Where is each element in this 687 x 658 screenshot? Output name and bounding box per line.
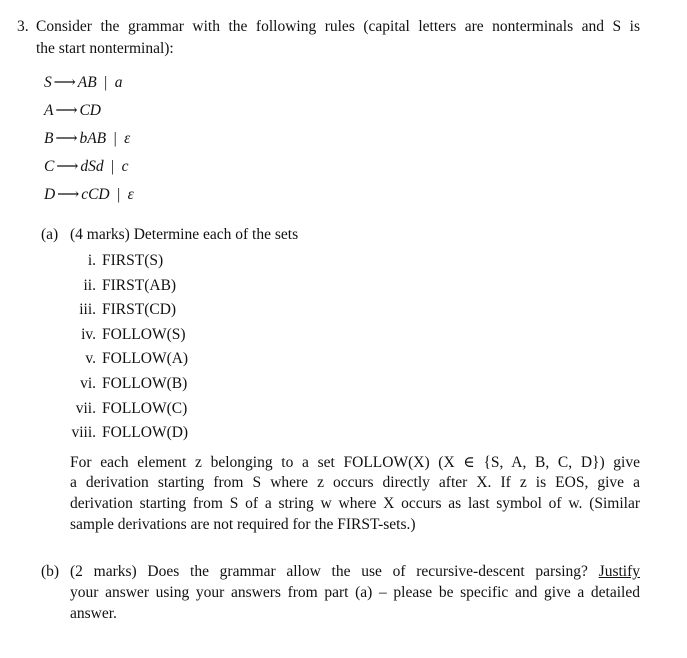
rule-lhs: S (44, 74, 52, 91)
rule-lhs: B (44, 130, 54, 147)
question-intro-line2: the start nonterminal): (36, 40, 174, 57)
part-a-item (40, 400, 187, 418)
grammar-rule (44, 185, 134, 204)
part-b-line1-text: (2 marks) Does the grammar allow the use of recursive-descent parsing? (70, 563, 588, 580)
rule-alternative: a (114, 74, 123, 91)
part-a-item (40, 424, 188, 442)
part-a-item (40, 252, 163, 270)
item-text: FOLLOW(D) (102, 424, 189, 442)
item-text: FOLLOW(A) (102, 350, 189, 368)
question-number: 3. (17, 18, 29, 35)
derives-arrow: ⟶ (53, 74, 76, 91)
rule-alternative: ε (127, 186, 134, 203)
item-number: viii. (71, 424, 96, 442)
justify-underlined-word: Justify (598, 563, 640, 580)
part-a-item (40, 350, 188, 368)
derives-arrow: ⟶ (55, 102, 78, 119)
item-text: FOLLOW(C) (102, 399, 188, 417)
item-number: v. (85, 350, 96, 368)
part-b-label: (b) (41, 563, 60, 580)
grammar-rule (44, 129, 130, 148)
item-number: vii. (75, 399, 96, 417)
part-b-line3: answer. (70, 605, 117, 622)
part-a-item (40, 375, 187, 393)
part-a-item (40, 301, 176, 319)
note-line: derivation starting from S of a string w where X occurs as last symbol of w. (Similar (70, 495, 640, 512)
rule-lhs: C (44, 158, 55, 175)
item-number: iv. (81, 325, 96, 343)
part-a-item (40, 277, 176, 295)
note-line: a derivation starting from S where z occurs directly after X. If z is EOS, give a (70, 474, 640, 491)
rule-alternative: AB (77, 74, 97, 91)
rule-alternative: c (121, 158, 129, 175)
note-line: For each element z belonging to a set FOLLOW(X) (X ∈ {S, A, B, C, D}) give (70, 454, 640, 471)
rule-lhs: A (44, 102, 54, 119)
derives-arrow: ⟶ (57, 186, 80, 203)
item-text: FIRST(AB) (102, 276, 177, 294)
part-b-line2: your answer using your answers from part (a) – please be specific and give a detailed (70, 584, 640, 601)
rule-alternative: ε (124, 130, 131, 147)
grammar-rule (44, 101, 101, 120)
item-number: vi. (80, 375, 96, 392)
item-text: FIRST(CD) (102, 301, 177, 319)
rule-lhs: D (44, 186, 56, 203)
derives-arrow: ⟶ (56, 158, 79, 175)
item-number: i. (87, 252, 96, 269)
question-intro-line1: Consider the grammar with the following rules (capital letters are nonterminals and S is (36, 18, 640, 35)
part-a-intro: (4 marks) Determine each of the sets (70, 226, 299, 243)
derives-arrow: ⟶ (55, 130, 78, 147)
note-line: sample derivations are not required for the FIRST-sets.) (70, 516, 416, 533)
rule-alternative: dSd (80, 158, 104, 175)
alternative-bar: | (104, 74, 108, 91)
rule-alternative: CD (79, 102, 102, 119)
item-number: ii. (83, 276, 96, 294)
alternative-bar: | (111, 158, 115, 175)
part-a-label: (a) (41, 226, 59, 243)
item-text: FOLLOW(B) (102, 375, 188, 392)
alternative-bar: | (113, 130, 117, 147)
grammar-rule (44, 73, 122, 92)
item-number: iii. (79, 301, 96, 319)
item-text: FOLLOW(S) (102, 325, 186, 343)
alternative-bar: | (117, 186, 121, 203)
item-text: FIRST(S) (102, 252, 164, 269)
grammar-rule (44, 157, 128, 176)
rule-alternative: cCD (81, 186, 110, 203)
part-a-item (40, 326, 186, 344)
part-b-line1 (70, 563, 640, 581)
rule-alternative: bAB (79, 130, 107, 147)
